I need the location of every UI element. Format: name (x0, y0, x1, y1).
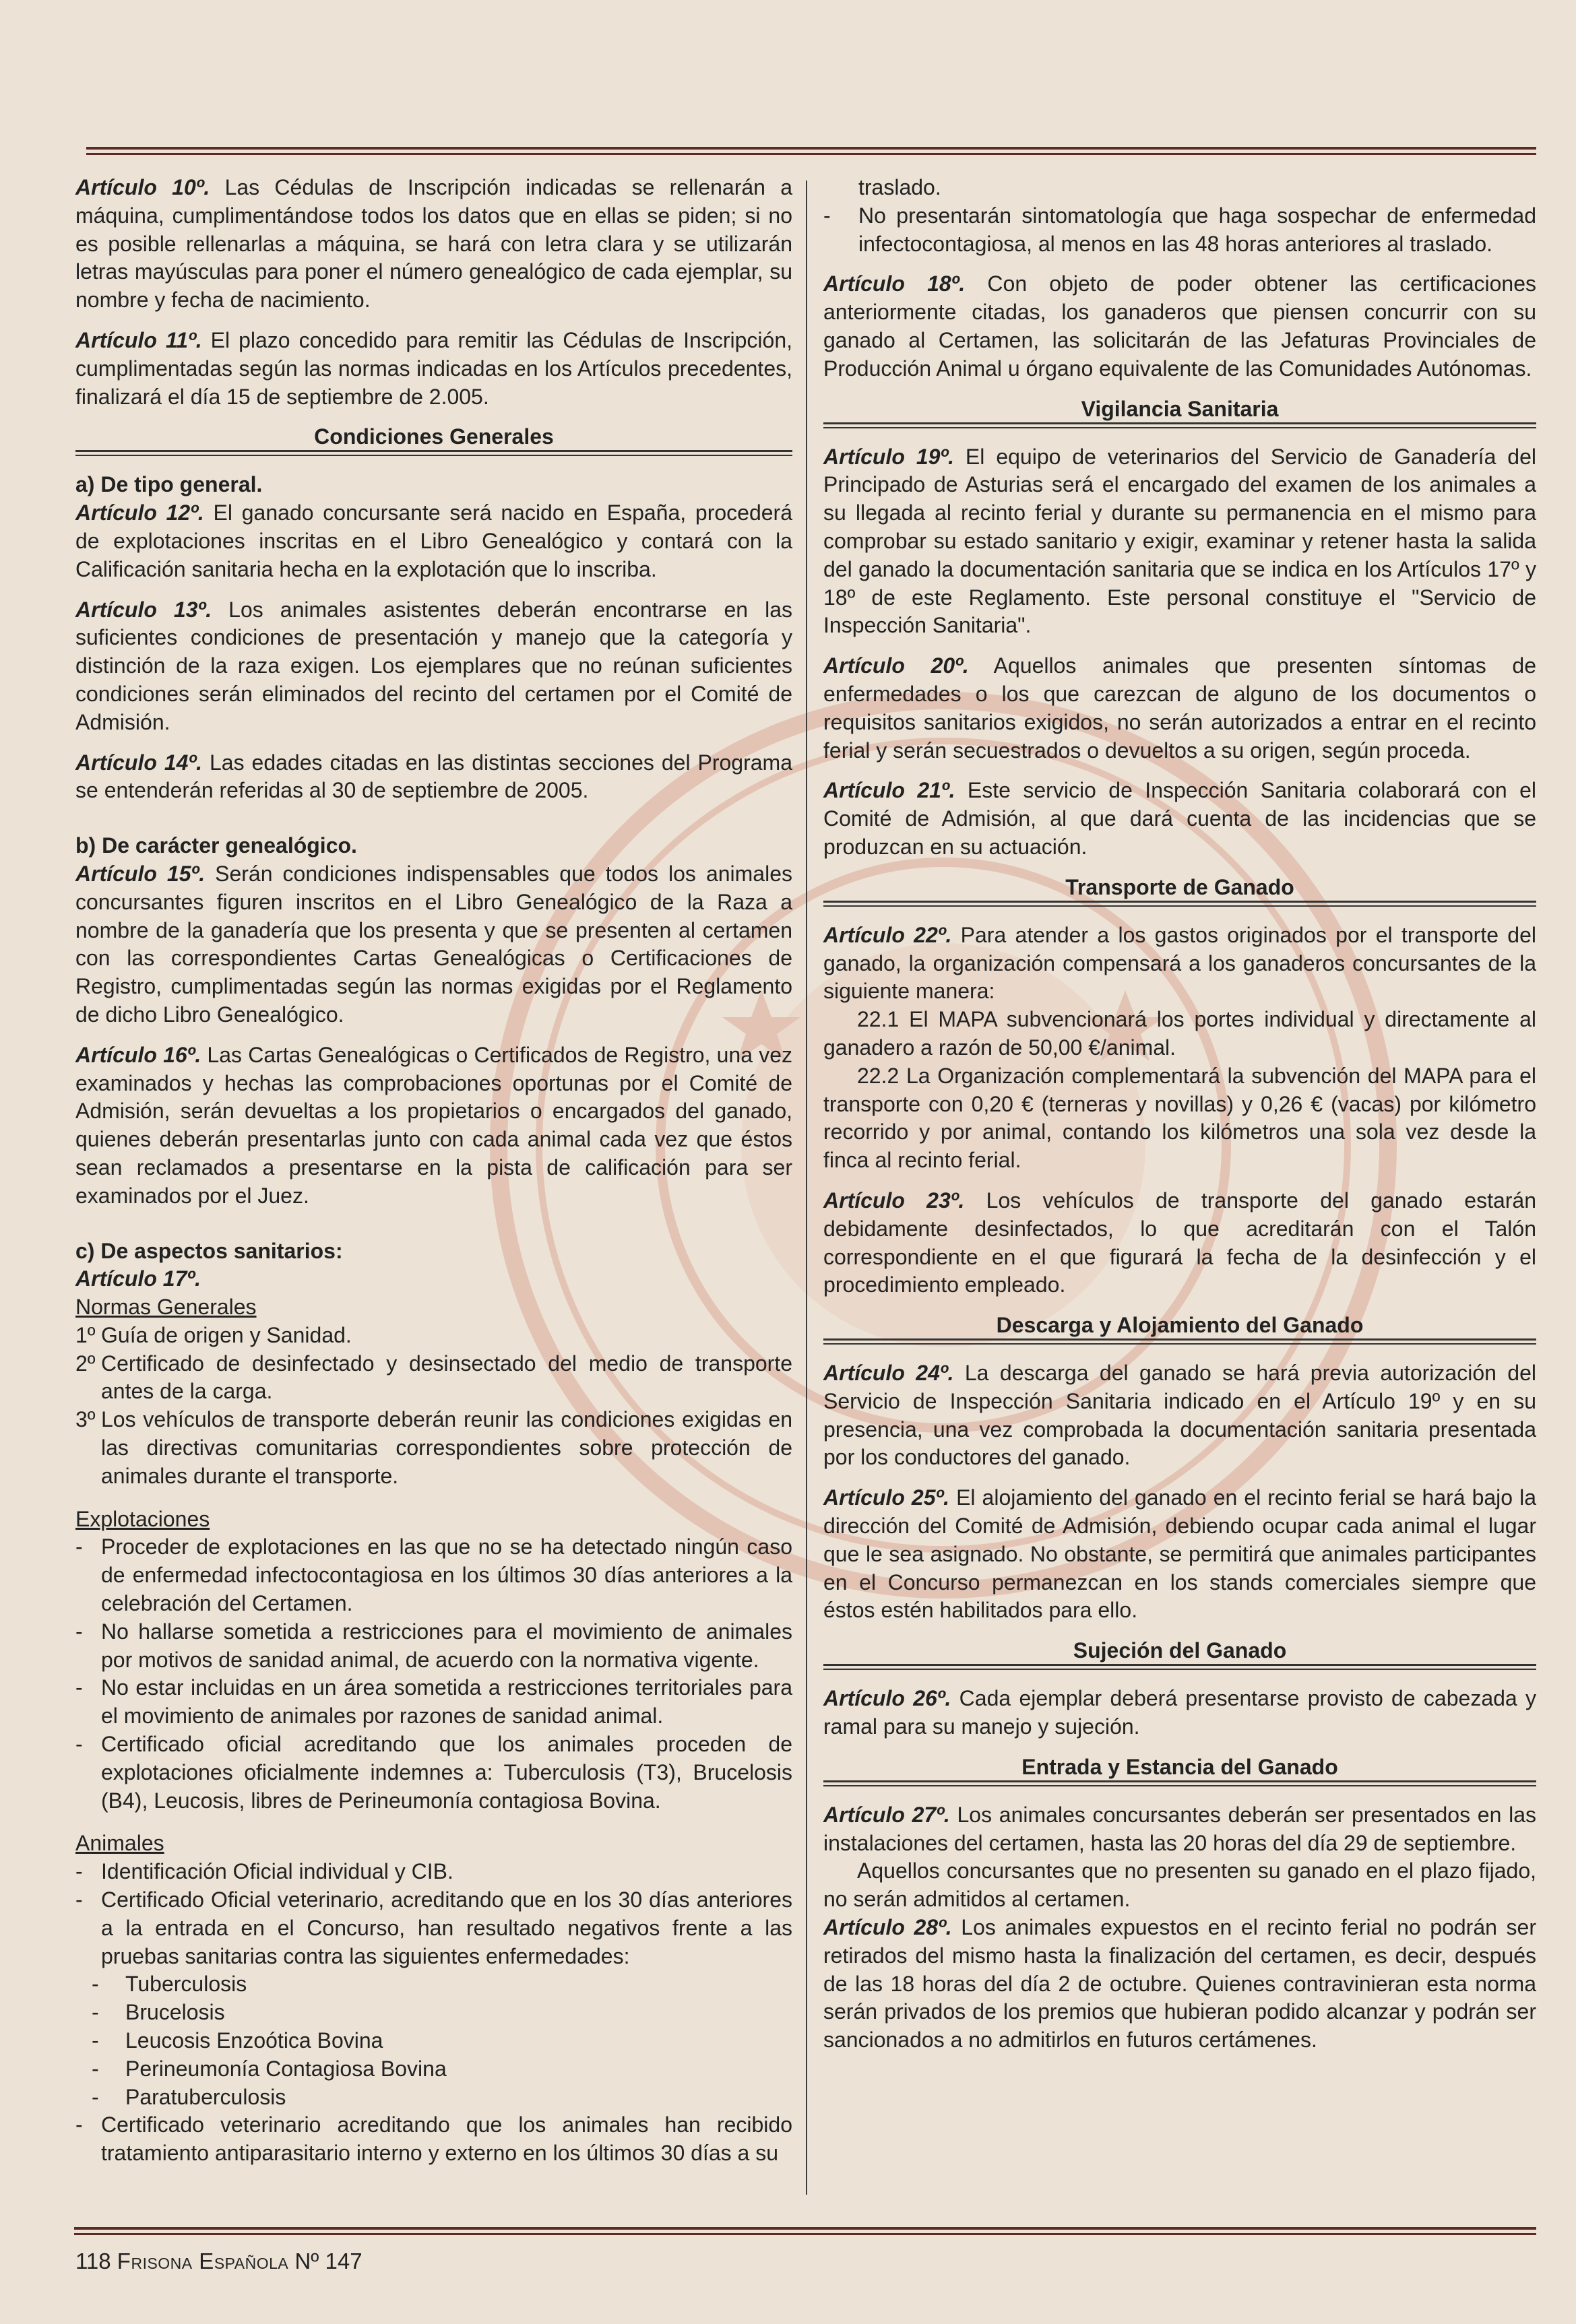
section-rule (823, 1780, 1536, 1786)
article-11: Artículo 11º. El plazo concedido para remitir las Cédulas de Inscripción, cumplimentadas según las normas indicadas en los Artículos precedentes, finalizará el día 15 de septiembre de 2.005. (75, 327, 793, 409)
list-item: 3º Los vehículos de transporte deberán reunir las condiciones exigidas en las directivas comunitarias correspondientes sobre protección de animales durante el transporte. (75, 1407, 792, 1488)
bottom-rule (74, 2227, 1536, 2235)
article-23: Artículo 23º. Los vehículos de transporte del ganado estarán debidamente desinfectados, lo que acreditarán con el Talón correspondiente en el que figurará la fecha de la desinfección y el procedimiento empleado. (823, 1188, 1537, 1297)
article-22: Artículo 22º. Para atender a los gastos originados por el transporte del ganado, la organización compensará a los ganaderos concursantes de la siguiente manera: (823, 922, 1537, 1004)
article-19: Artículo 19º. El equipo de veterinarios del Servicio de Ganadería del Principado de Asturias será el encargado del examen de los animales a su llegada al recinto ferial y durante su permanencia en el mismo para comprobar su estado sanitario y exigir, examinar y retener hasta la salida del ganado la documentación sanitaria que se indica en los Artículos 17º y 18º de este Reglamento. Este personal constituye el "Servicio de Inspección Sanitaria". (823, 444, 1537, 638)
article-14: Artículo 14º. Las edades citadas en las distintas secciones del Programa se entenderán referidas al 30 de septiembre de 2005. (75, 750, 793, 803)
disease-item: - Leucosis Enzoótica Bovina (92, 2028, 383, 2053)
page-footer (75, 2249, 363, 2274)
article-12: Artículo 12º. El ganado concursante será nacido en España, procederá de explotaciones inscritas en el Libro Genealógico y contará con la Calificación sanitaria hecha en la explotación que lo inscriba. (75, 501, 793, 581)
article-16: Artículo 16º. Las Cartas Genealógicas o Certificados de Registro, una vez examinados y hechas las comprobaciones oportunas por el Comité de Admisión, serán devueltas a los propietarios o encargados del ganado, quienes deberán presentarlas junto con cada animal cada vez que éstos sean reclamados a presentarse en la pista de calificación para ser examinados por el Juez. (75, 1042, 793, 1208)
section-rule (75, 450, 792, 456)
issue-number: Nº 147 (294, 2249, 363, 2273)
explotaciones-title: Explotaciones (75, 1506, 210, 1531)
subheading-b: b) De carácter genealógico. (75, 833, 357, 858)
article-28: Artículo 28º. Los animales expuestos en el recinto ferial no podrán ser retirados del mismo hasta la finalización del certamen, es decir, después de las 18 horas del día 2 de octubre. Quienes contravinieran esta norma serán privados de los premios que hubieran podido alcanzar y podrán ser sancionados a no admitirlos en futuros certámenes. (823, 1915, 1537, 2053)
column-divider (806, 181, 807, 2195)
article-17-label: Artículo 17º. (75, 1266, 201, 1291)
section-rule (823, 422, 1536, 428)
animales-title: Animales (75, 1831, 164, 1856)
list-item: - Certificado oficial acreditando que los animales proceden de explotaciones oficialmente indemnes a: Tuberculosis (T3), Brucelosis (B4), Leucosis, libres de Perineumonía contagiosa Bovina. (75, 1732, 792, 1813)
article-25: Artículo 25º. El alojamiento del ganado en el recinto ferial se hará bajo la dirección del Comité de Admisión, debiendo ocupar cada animal el lugar que le sea asignado. No obstante, se permitirá que animales participantes en el Concurso permanezcan en los stands comerciales siempre que éstos estén habilitados para ello. (823, 1485, 1537, 1623)
article-10: Artículo 10º. Las Cédulas de Inscripción indicadas se rellenarán a máquina, cumplimentándose todos los datos que en ellas se piden; si no es posible rellenarlas a máquina, se hará con letra clara y se utilizarán letras mayúsculas para poner el número genealógico de cada ejemplar, su nombre y fecha de nacimiento. (75, 175, 793, 313)
normas-generales-title: Normas Generales (75, 1295, 257, 1320)
article-24: Artículo 24º. La descarga del ganado se hará previa autorización del Servicio de Inspección Sanitaria indicado en el Artículo 19º y en su presencia, una vez comprobada la documentación sanitaria presentada por los conductores del ganado. (823, 1361, 1537, 1470)
list-item: - Certificado Oficial veterinario, acreditando que en los 30 días anteriores a la entrada en el Concurso, han resultado negativos frente a las pruebas sanitarias contra las siguientes enfermedades: (75, 1887, 792, 1968)
section-title-condiciones: Condiciones Generales (314, 424, 554, 449)
list-item: - Certificado veterinario acreditando que los animales han recibido tratamiento antiparasitario interno y externo en los últimos 30 días a su (75, 2112, 792, 2166)
article-15: Artículo 15º. Serán condiciones indispensables que todos los animales concursantes figuren inscritos en el Libro Genealógico de la Raza a nombre de la ganadería que los presenta y que se presenten al certamen con las correspondientes Cartas Genealógicas o Certificaciones de Registro, cumplimentadas según las normas exigidas por el Reglamento de dicho Libro Genealógico. (75, 861, 793, 1027)
disease-item: - Brucelosis (92, 2000, 225, 2025)
list-item: - Identificación Oficial individual y CIB. (75, 1859, 453, 1884)
section-title-descarga: Descarga y Alojamiento del Ganado (996, 1313, 1364, 1338)
section-title-transporte: Transporte de Ganado (1065, 874, 1294, 899)
disease-item: - Tuberculosis (92, 1972, 247, 1997)
list-item: 2º Certificado de desinfectado y desinsectado del medio de transporte antes de la carga. (75, 1351, 792, 1404)
subheading-c: c) De aspectos sanitarios: (75, 1238, 343, 1263)
continuation-text: traslado. (858, 175, 941, 199)
right-column (823, 174, 1536, 2055)
left-column (75, 174, 792, 2168)
list-item: 1º Guía de origen y Sanidad. (75, 1322, 352, 1347)
article-18: Artículo 18º. Con objeto de poder obtener las certificaciones anteriormente citadas, los ganaderos que piensen concurrir con su ganado al Certamen, las solicitarán de las Jefaturas Provinciales de Producción Animal u órgano equivalente de las Comunidades Autónomas. (823, 271, 1537, 381)
publication-name: Frisona Española (117, 2249, 289, 2273)
article-21: Artículo 21º. Este servicio de Inspección Sanitaria colaborará con el Comité de Admisión, al que dará cuenta de las incidencias que se produzcan en su actuación. (823, 778, 1537, 859)
list-item: - Proceder de explotaciones en las que no se ha detectado ningún caso de enfermedad infectocontagiosa en los últimos 30 días anteriores a la celebración del Certamen. (75, 1535, 792, 1616)
article-13: Artículo 13º. Los animales asistentes deberán encontrarse en las suficientes condiciones de presentación y manejo que la categoría y distinción de la raza exigen. Los ejemplares que no reúnan suficientes condiciones serán eliminados del recinto del certamen por el Comité de Admisión. (75, 597, 793, 734)
list-item: - No presentarán sintomatología que haga sospechar de enfermedad infectocontagiosa, al menos en las 48 horas anteriores al traslado. (823, 203, 1536, 256)
section-title-sujecion: Sujeción del Ganado (1073, 1638, 1287, 1663)
disease-item: - Paratuberculosis (92, 2084, 286, 2109)
article-22-2: 22.2 La Organización complementará la subvención del MAPA para el transporte con 0,20 € (terneras y novillas) y 0,26 € (vacas) por kilómetro recorrido y por animal, contando los kilómetros una sola vez desde la finca al recinto ferial. (823, 1063, 1536, 1173)
top-rule (86, 147, 1536, 155)
subheading-a: a) De tipo general. (75, 472, 263, 497)
article-22-1: 22.1 El MAPA subvencionará los portes individual y directamente al ganadero a razón de 50,00 €/animal. (823, 1007, 1536, 1060)
article-20: Artículo 20º. Aquellos animales que presenten síntomas de enfermedades o los que carezcan de alguno de los documentos o requisitos sanitarios exigidos, no serán autorizados a entrar en el recinto ferial y serán secuestrados o devueltos a su origen, según proceda. (823, 653, 1537, 763)
section-title-entrada: Entrada y Estancia del Ganado (1021, 1754, 1338, 1779)
section-title-vigilancia: Vigilancia Sanitaria (1081, 396, 1279, 421)
section-rule (823, 1664, 1536, 1670)
section-rule (823, 1338, 1536, 1345)
article-26: Artículo 26º. Cada ejemplar deberá presentarse provisto de cabezada y ramal para su manejo y sujeción. (823, 1686, 1536, 1739)
article-27: Artículo 27º. Los animales concursantes deberán ser presentados en las instalaciones del certamen, hasta las 20 horas del día 29 de septiembre. (823, 1802, 1537, 1855)
article-27-b: Aquellos concursantes que no presenten su ganado en el plazo fijado, no serán admitidos al certamen. (823, 1859, 1536, 1912)
disease-item: - Perineumonía Contagiosa Bovina (92, 2056, 447, 2081)
page-number: 118 (75, 2249, 111, 2273)
list-item: - No estar incluidas en un área sometida a restricciones territoriales para el movimiento de animales por razones de sanidad animal. (75, 1675, 792, 1729)
list-item: - No hallarse sometida a restricciones para el movimiento de animales por motivos de sanidad animal, de acuerdo con la normativa vigente. (75, 1619, 792, 1672)
section-rule (823, 901, 1536, 907)
